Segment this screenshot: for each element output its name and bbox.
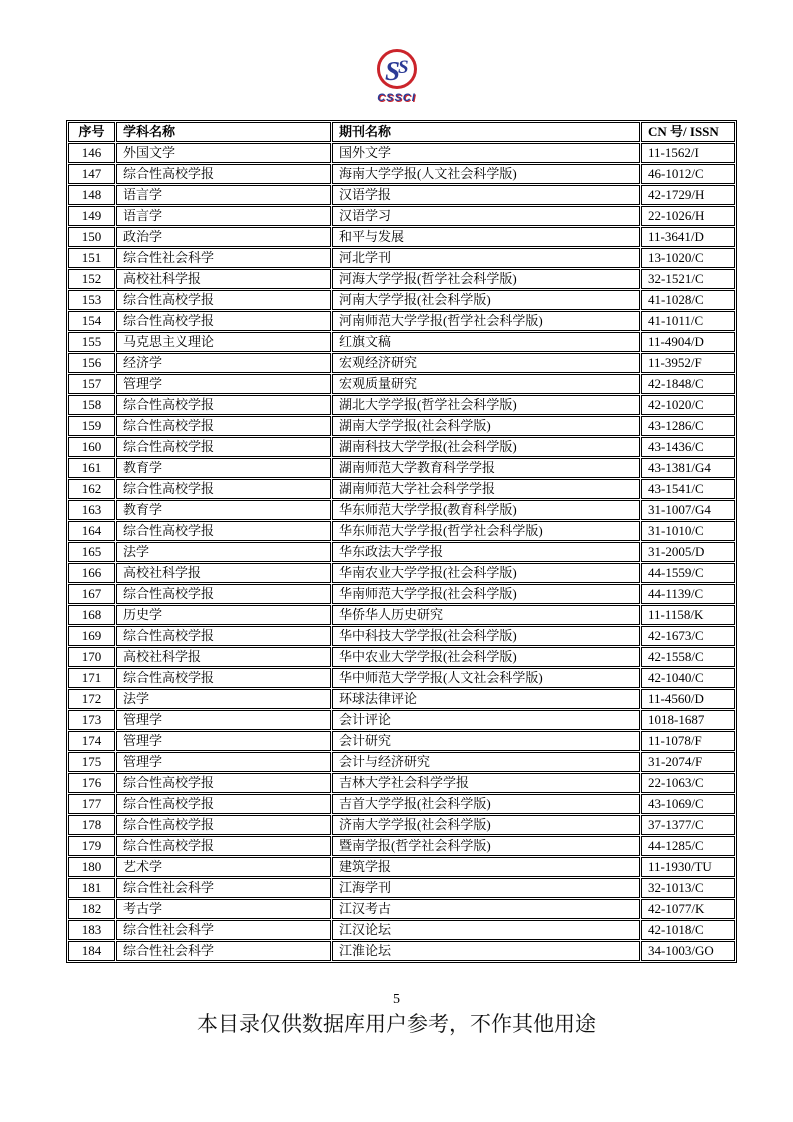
cn-issn-cell: 11-1562/I [641,143,735,163]
cn-issn-cell: 42-1558/C [641,647,735,667]
discipline-cell: 综合性高校学报 [116,626,331,646]
table-row [68,752,735,772]
serial-number-cell: 180 [68,857,115,877]
serial-number-cell: 166 [68,563,115,583]
cn-issn-cell: 41-1028/C [641,290,735,310]
serial-number-cell: 156 [68,353,115,373]
table-row [68,500,735,520]
journal-cell: 华东师范大学学报(哲学社会科学版) [332,521,640,541]
journal-cell: 会计研究 [332,731,640,751]
discipline-cell: 艺术学 [116,857,331,877]
table-row [68,857,735,877]
table-row [68,941,735,961]
journal-cell: 济南大学学报(社会科学版) [332,815,640,835]
table-row [68,647,735,667]
discipline-cell: 综合性社会科学 [116,920,331,940]
table-row [68,311,735,331]
cn-issn-cell: 43-1436/C [641,437,735,457]
journal-cell: 江海学刊 [332,878,640,898]
discipline-cell: 语言学 [116,206,331,226]
table-row [68,227,735,247]
serial-number-cell: 155 [68,332,115,352]
serial-number-cell: 177 [68,794,115,814]
discipline-cell: 考古学 [116,899,331,919]
table-row [68,668,735,688]
serial-number-cell: 183 [68,920,115,940]
discipline-cell: 综合性高校学报 [116,584,331,604]
discipline-cell: 管理学 [116,374,331,394]
serial-number-cell: 146 [68,143,115,163]
discipline-cell: 管理学 [116,731,331,751]
cn-issn-cell: 41-1011/C [641,311,735,331]
discipline-cell: 综合性高校学报 [116,668,331,688]
serial-number-cell: 161 [68,458,115,478]
serial-number-cell: 169 [68,626,115,646]
discipline-cell: 综合性高校学报 [116,437,331,457]
serial-number-cell: 170 [68,647,115,667]
table-row [68,521,735,541]
discipline-cell: 历史学 [116,605,331,625]
journal-cell: 宏观质量研究 [332,374,640,394]
journal-cell: 和平与发展 [332,227,640,247]
cn-issn-cell: 31-1010/C [641,521,735,541]
journal-cell: 会计与经济研究 [332,752,640,772]
discipline-cell: 外国文学 [116,143,331,163]
cn-issn-cell: 46-1012/C [641,164,735,184]
journal-cell: 江汉论坛 [332,920,640,940]
discipline-cell: 语言学 [116,185,331,205]
journal-cell: 暨南学报(哲学社会科学版) [332,836,640,856]
journal-cell: 红旗文稿 [332,332,640,352]
serial-number-cell: 162 [68,479,115,499]
table-row [68,248,735,268]
cn-issn-cell: 31-2005/D [641,542,735,562]
table-row [68,584,735,604]
table-row [68,920,735,940]
table-row [68,332,735,352]
table-row [68,290,735,310]
serial-number-cell: 164 [68,521,115,541]
serial-number-cell: 168 [68,605,115,625]
serial-number-cell: 174 [68,731,115,751]
cn-issn-cell: 42-1020/C [641,395,735,415]
discipline-cell: 综合性高校学报 [116,395,331,415]
discipline-cell: 综合性高校学报 [116,164,331,184]
table-row [68,437,735,457]
table-row [68,710,735,730]
serial-number-cell: 163 [68,500,115,520]
serial-number-cell: 154 [68,311,115,331]
discipline-cell: 综合性社会科学 [116,941,331,961]
serial-number-cell: 160 [68,437,115,457]
cn-issn-cell: 42-1729/H [641,185,735,205]
journal-cell: 河北学刊 [332,248,640,268]
journal-cell: 华南农业大学学报(社会科学版) [332,563,640,583]
discipline-cell: 管理学 [116,710,331,730]
table-row [68,269,735,289]
cssci-logo-icon [368,46,426,94]
discipline-cell: 教育学 [116,500,331,520]
journal-cell: 华侨华人历史研究 [332,605,640,625]
cn-issn-cell: 32-1521/C [641,269,735,289]
header-cn-issn: CN 号/ ISSN [641,122,735,142]
header-journal-name: 期刊名称 [332,122,640,142]
serial-number-cell: 152 [68,269,115,289]
cn-issn-cell: 42-1673/C [641,626,735,646]
discipline-cell: 综合性高校学报 [116,773,331,793]
discipline-cell: 综合性社会科学 [116,878,331,898]
table-header-row [68,122,735,142]
journal-cell: 华东师范大学学报(教育科学版) [332,500,640,520]
cn-issn-cell: 34-1003/GO [641,941,735,961]
serial-number-cell: 147 [68,164,115,184]
table-row [68,899,735,919]
journal-cell: 河南大学学报(社会科学版) [332,290,640,310]
cn-issn-cell: 11-3641/D [641,227,735,247]
header-serial-number: 序号 [68,122,115,142]
logo-monogram-small: S [397,57,409,78]
journal-cell: 汉语学习 [332,206,640,226]
cn-issn-cell: 11-1930/TU [641,857,735,877]
journal-cell: 江汉考古 [332,899,640,919]
serial-number-cell: 172 [68,689,115,709]
serial-number-cell: 182 [68,899,115,919]
cn-issn-cell: 44-1559/C [641,563,735,583]
table-row [68,773,735,793]
table-row [68,395,735,415]
serial-number-cell: 175 [68,752,115,772]
cn-issn-cell: 44-1139/C [641,584,735,604]
journal-cell: 河南师范大学学报(哲学社会科学版) [332,311,640,331]
cn-issn-cell: 1018-1687 [641,710,735,730]
journal-cell: 华南师范大学学报(社会科学版) [332,584,640,604]
journal-cell: 环球法律评论 [332,689,640,709]
serial-number-cell: 179 [68,836,115,856]
serial-number-cell: 178 [68,815,115,835]
serial-number-cell: 167 [68,584,115,604]
serial-number-cell: 150 [68,227,115,247]
cn-issn-cell: 42-1077/K [641,899,735,919]
serial-number-cell: 151 [68,248,115,268]
journal-cell: 湖南大学学报(社会科学版) [332,416,640,436]
table-row [68,836,735,856]
journal-cell: 宏观经济研究 [332,353,640,373]
logo-monogram-large: S [384,56,400,86]
table-row [68,689,735,709]
journal-cell: 华中科技大学学报(社会科学版) [332,626,640,646]
table-row [68,563,735,583]
journal-cell: 江淮论坛 [332,941,640,961]
table-row [68,353,735,373]
journal-cell: 湖北大学学报(哲学社会科学版) [332,395,640,415]
table-row [68,542,735,562]
discipline-cell: 法学 [116,542,331,562]
discipline-cell: 综合性高校学报 [116,521,331,541]
serial-number-cell: 176 [68,773,115,793]
footer-notice: 本目录仅供数据库用户参考，不作其他用途 [197,1013,596,1036]
cn-issn-cell: 32-1013/C [641,878,735,898]
table-row [68,815,735,835]
table-row [68,605,735,625]
cn-issn-cell: 11-4560/D [641,689,735,709]
serial-number-cell: 153 [68,290,115,310]
serial-number-cell: 171 [68,668,115,688]
journal-cell: 湖南师范大学教育科学学报 [332,458,640,478]
table-row [68,374,735,394]
serial-number-cell: 158 [68,395,115,415]
cn-issn-cell: 13-1020/C [641,248,735,268]
journal-cell: 湖南师范大学社会科学学报 [332,479,640,499]
journal-table-body [68,143,735,961]
logo-caption: CSSCI [377,92,416,104]
table-row [68,731,735,751]
journal-cell: 会计评论 [332,710,640,730]
cn-issn-cell: 42-1040/C [641,668,735,688]
serial-number-cell: 173 [68,710,115,730]
table-row [68,626,735,646]
cn-issn-cell: 11-3952/F [641,353,735,373]
discipline-cell: 综合性高校学报 [116,311,331,331]
journal-cell: 吉首大学学报(社会科学版) [332,794,640,814]
cn-issn-cell: 42-1848/C [641,374,735,394]
header-discipline-name: 学科名称 [116,122,331,142]
serial-number-cell: 165 [68,542,115,562]
discipline-cell: 高校社科学报 [116,563,331,583]
cn-issn-cell: 22-1063/C [641,773,735,793]
discipline-cell: 高校社科学报 [116,269,331,289]
cn-issn-cell: 42-1018/C [641,920,735,940]
journal-cell: 河海大学学报(哲学社会科学版) [332,269,640,289]
discipline-cell: 综合性高校学报 [116,479,331,499]
discipline-cell: 综合性高校学报 [116,815,331,835]
journal-cell: 汉语学报 [332,185,640,205]
serial-number-cell: 159 [68,416,115,436]
cn-issn-cell: 44-1285/C [641,836,735,856]
discipline-cell: 经济学 [116,353,331,373]
cn-issn-cell: 11-1078/F [641,731,735,751]
page-number: 5 [393,992,400,1007]
discipline-cell: 马克思主义理论 [116,332,331,352]
journal-cell: 湖南科技大学学报(社会科学版) [332,437,640,457]
journal-cell: 建筑学报 [332,857,640,877]
cn-issn-cell: 11-1158/K [641,605,735,625]
journal-cell: 吉林大学社会科学学报 [332,773,640,793]
serial-number-cell: 148 [68,185,115,205]
table-row [68,164,735,184]
table-row [68,416,735,436]
journal-table [66,120,737,963]
cssci-logo [0,46,793,104]
discipline-cell: 政治学 [116,227,331,247]
discipline-cell: 法学 [116,689,331,709]
discipline-cell: 综合性高校学报 [116,416,331,436]
serial-number-cell: 157 [68,374,115,394]
discipline-cell: 教育学 [116,458,331,478]
discipline-cell: 高校社科学报 [116,647,331,667]
cn-issn-cell: 43-1381/G4 [641,458,735,478]
journal-cell: 海南大学学报(人文社会科学版) [332,164,640,184]
discipline-cell: 综合性高校学报 [116,794,331,814]
cn-issn-cell: 11-4904/D [641,332,735,352]
serial-number-cell: 184 [68,941,115,961]
serial-number-cell: 181 [68,878,115,898]
table-row [68,878,735,898]
table-row [68,458,735,478]
table-row [68,206,735,226]
table-row [68,143,735,163]
journal-cell: 华中师范大学学报(人文社会科学版) [332,668,640,688]
cn-issn-cell: 31-1007/G4 [641,500,735,520]
journal-table-container [66,120,730,963]
cn-issn-cell: 43-1286/C [641,416,735,436]
discipline-cell: 管理学 [116,752,331,772]
cn-issn-cell: 31-2074/F [641,752,735,772]
discipline-cell: 综合性高校学报 [116,836,331,856]
discipline-cell: 综合性高校学报 [116,290,331,310]
discipline-cell: 综合性社会科学 [116,248,331,268]
table-row [68,479,735,499]
journal-cell: 华东政法大学学报 [332,542,640,562]
journal-cell: 华中农业大学学报(社会科学版) [332,647,640,667]
cn-issn-cell: 37-1377/C [641,815,735,835]
serial-number-cell: 149 [68,206,115,226]
cn-issn-cell: 22-1026/H [641,206,735,226]
cn-issn-cell: 43-1541/C [641,479,735,499]
journal-cell: 国外文学 [332,143,640,163]
table-row [68,794,735,814]
cn-issn-cell: 43-1069/C [641,794,735,814]
table-row [68,185,735,205]
